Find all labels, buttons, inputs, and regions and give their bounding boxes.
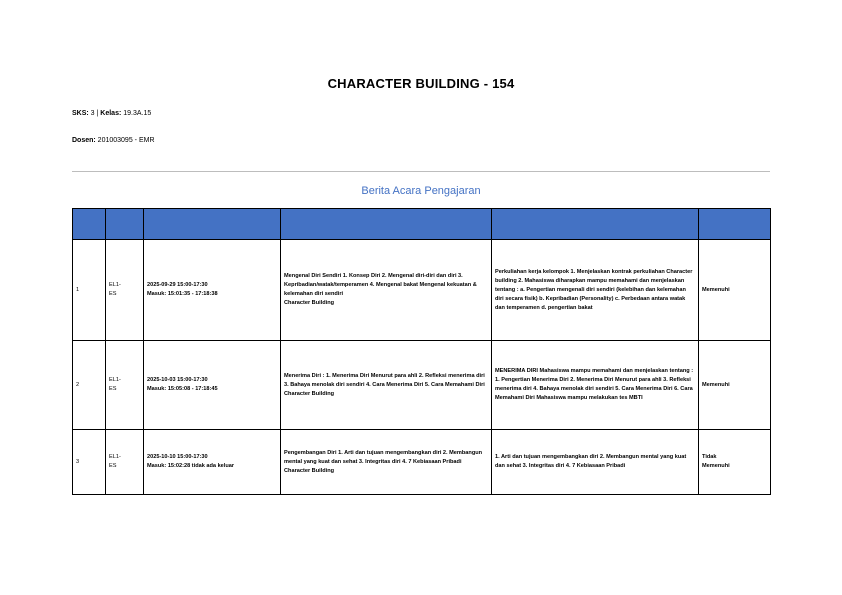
row-class: EL1- ES [106,240,144,341]
divider [72,171,770,172]
row-class: EL1- ES [106,341,144,430]
table-header-row [73,209,771,240]
sks-label: SKS: [72,110,89,117]
row-status: Memenuhi [699,240,771,341]
header-cell-status [699,209,771,240]
row-description: 1. Arti dan tujuan mengembangkan diri 2. Membangun mental yang kuat dan sehat 3. Integritas diri 4. 7 Kebiasaan Pribadi [492,430,699,495]
kelas-label: Kelas: [100,110,122,117]
row-datetime: 2025-10-10 15:00-17:30 Masuk: 15:02:28 tidak ada keluar [144,430,281,495]
row-material: Mengenal Diri Sendiri 1. Konsep Diri 2. Mengenal diri-diri dan diri 3. Kepribadian/watak/temperamen 4. Mengenal bakat Mengenal kekuatan & kelemahan diri sendiri Character Building [281,240,492,341]
row-material: Menerima Diri : 1. Menerima Diri Menurut para ahli 2. Refleksi menerima diri 3. Bahaya menolak diri sendiri 4. Cara Menerima Diri 5. Cara Memahami Diri Character Building [281,341,492,430]
table-row [73,341,771,430]
table-row [73,240,771,341]
row-material: Pengembangan Diri 1. Arti dan tujuan mengembangkan diri 2. Membangun mental yang kuat dan sehat 3. Integritas diri 4. 7 Kebiasaan Pribadi Character Building [281,430,492,495]
dosen-line [72,137,155,144]
header-cell-waktu [144,209,281,240]
row-number: 1 [73,240,106,341]
row-status: Tidak Memenuhi [699,430,771,495]
dosen-label: Dosen: [72,137,96,144]
row-class: EL1- ES [106,430,144,495]
header-cell-kelas [106,209,144,240]
row-datetime: 2025-10-03 15:00-17:30 Masuk: 15:05:08 - 17:18:45 [144,341,281,430]
sks-value: 3 | [88,110,101,117]
row-status: Memenuhi [699,341,771,430]
row-number: 3 [73,430,106,495]
teaching-report-table [72,208,771,495]
row-number: 2 [73,341,106,430]
dosen-value: 201003095 - EMR [95,137,155,144]
header-cell-keterangan [492,209,699,240]
header-cell-materi [281,209,492,240]
row-datetime: 2025-09-29 15:00-17:30 Masuk: 15:01:35 - 17:18:38 [144,240,281,341]
section-subtitle: Berita Acara Pengajaran [361,185,481,197]
kelas-value: 19.3A.15 [121,110,152,117]
page-title: CHARACTER BUILDING - 154 [327,76,515,91]
row-description: Perkuliahan kerja kelompok 1. Menjelaskan kontrak perkuliahan Character building 2. Mahasiswa diharapkan mampu memahami dan menjelaskan tentang : a. Pengertian mengenali diri sendiri (kelebihan dan kelemahan diri secara fisik) b. Kepribadian (Personality) c. Perbedaan antara watak dan temperamen d. pengertian bakat [492,240,699,341]
sks-kelas-line [72,110,151,117]
table-row [73,430,771,495]
header-cell-no [73,209,106,240]
row-description: MENERIMA DIRI Mahasiswa mampu memahami dan menjelaskan tentang : 1. Pengertian Menerima Diri 2. Menerima Diri Menurut para ahli 3. Refleksi menerima diri 4. Bahaya menolak diri sendiri 5. Cara Menerima Diri 6. Cara Memahami Diri Mahasiswa mampu melakukan tes MBTI [492,341,699,430]
